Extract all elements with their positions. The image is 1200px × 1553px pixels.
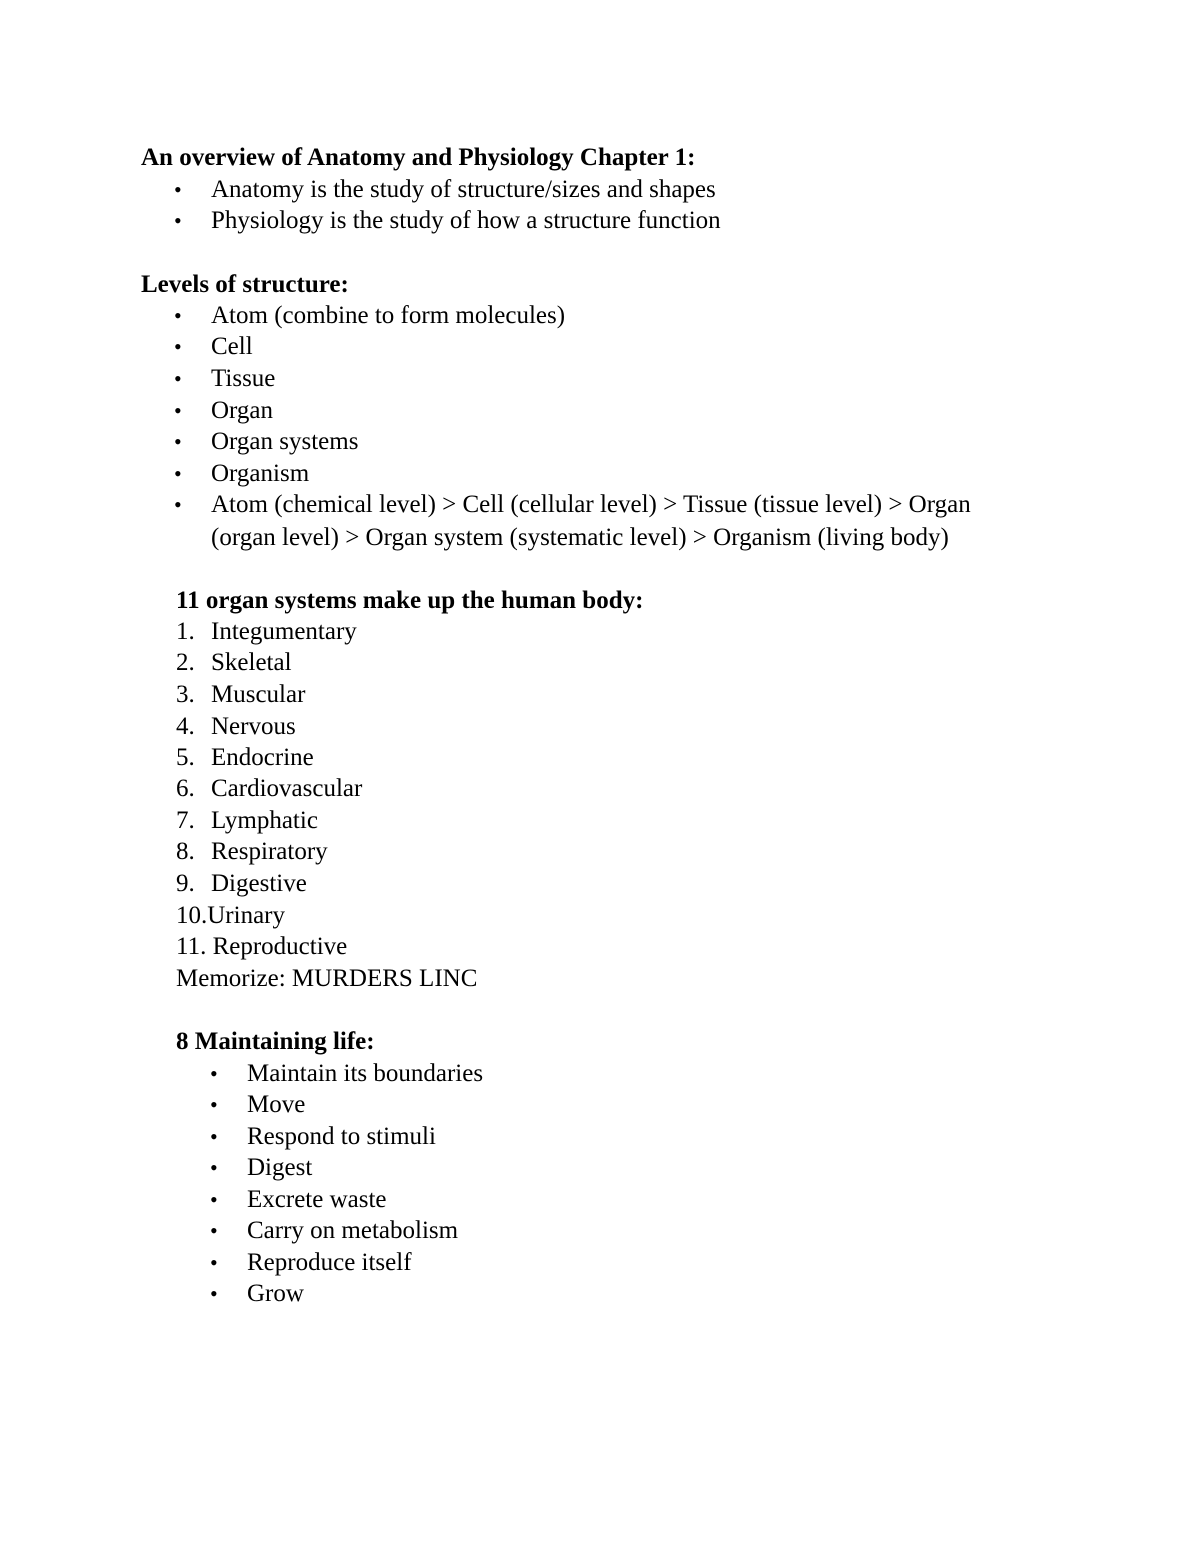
list-number: 7. — [176, 807, 195, 834]
section-heading-organ-systems: 11 organ systems make up the human body: — [176, 587, 644, 614]
bullet-icon: • — [210, 1092, 218, 1117]
list-item: Endocrine — [211, 744, 314, 771]
bullet-icon: • — [174, 177, 182, 202]
bullet-icon: • — [210, 1281, 218, 1306]
list-item: Grow — [247, 1280, 304, 1307]
bullet-icon: • — [174, 366, 182, 391]
bullet-icon: • — [210, 1155, 218, 1180]
bullet-icon: • — [174, 398, 182, 423]
list-item-chain-line1: Atom (chemical level) > Cell (cellular level) > Tissue (tissue level) > Organ — [211, 491, 971, 518]
bullet-icon: • — [174, 208, 182, 233]
list-item: Organism — [211, 460, 310, 487]
list-item: Move — [247, 1091, 306, 1118]
list-item: Physiology is the study of how a structure function — [211, 207, 721, 234]
list-item: Respiratory — [211, 838, 328, 865]
section-heading-overview: An overview of Anatomy and Physiology Chapter 1: — [141, 144, 696, 171]
list-number: 5. — [176, 744, 195, 771]
bullet-icon: • — [210, 1061, 218, 1086]
bullet-icon: • — [174, 334, 182, 359]
list-item: Digest — [247, 1154, 313, 1181]
list-item: Cell — [211, 333, 253, 360]
list-item: 11. Reproductive — [176, 933, 348, 960]
list-number: 2. — [176, 649, 195, 676]
bullet-icon: • — [210, 1187, 218, 1212]
bullet-icon: • — [210, 1250, 218, 1275]
list-item: Maintain its boundaries — [247, 1060, 484, 1087]
list-number: 9. — [176, 870, 195, 897]
list-item: Reproduce itself — [247, 1249, 412, 1276]
list-item: Integumentary — [211, 618, 357, 645]
list-item: Digestive — [211, 870, 307, 897]
bullet-icon: • — [174, 429, 182, 454]
list-item: Muscular — [211, 681, 306, 708]
bullet-icon: • — [210, 1124, 218, 1149]
memorize-note: Memorize: MURDERS LINC — [176, 965, 478, 992]
list-number: 8. — [176, 838, 195, 865]
section-heading-maintaining-life: 8 Maintaining life: — [176, 1028, 375, 1055]
list-item: Organ — [211, 397, 274, 424]
list-item: Cardiovascular — [211, 775, 363, 802]
list-item: 10.Urinary — [176, 902, 285, 929]
list-item-chain-line2: (organ level) > Organ system (systematic level) > Organism (living body) — [211, 524, 949, 551]
bullet-icon: • — [174, 461, 182, 486]
list-item: Anatomy is the study of structure/sizes and shapes — [211, 176, 716, 203]
bullet-icon: • — [174, 492, 182, 517]
list-item: Excrete waste — [247, 1186, 387, 1213]
bullet-icon: • — [210, 1218, 218, 1243]
list-number: 3. — [176, 681, 195, 708]
list-item: Skeletal — [211, 649, 292, 676]
list-number: 4. — [176, 713, 195, 740]
list-item: Lymphatic — [211, 807, 318, 834]
list-number: 1. — [176, 618, 195, 645]
list-number: 6. — [176, 775, 195, 802]
list-item: Tissue — [211, 365, 276, 392]
list-item: Atom (combine to form molecules) — [211, 302, 566, 329]
list-item: Carry on metabolism — [247, 1217, 459, 1244]
list-item: Organ systems — [211, 428, 359, 455]
list-item: Nervous — [211, 713, 296, 740]
list-item: Respond to stimuli — [247, 1123, 436, 1150]
bullet-icon: • — [174, 303, 182, 328]
section-heading-levels: Levels of structure: — [141, 271, 349, 298]
